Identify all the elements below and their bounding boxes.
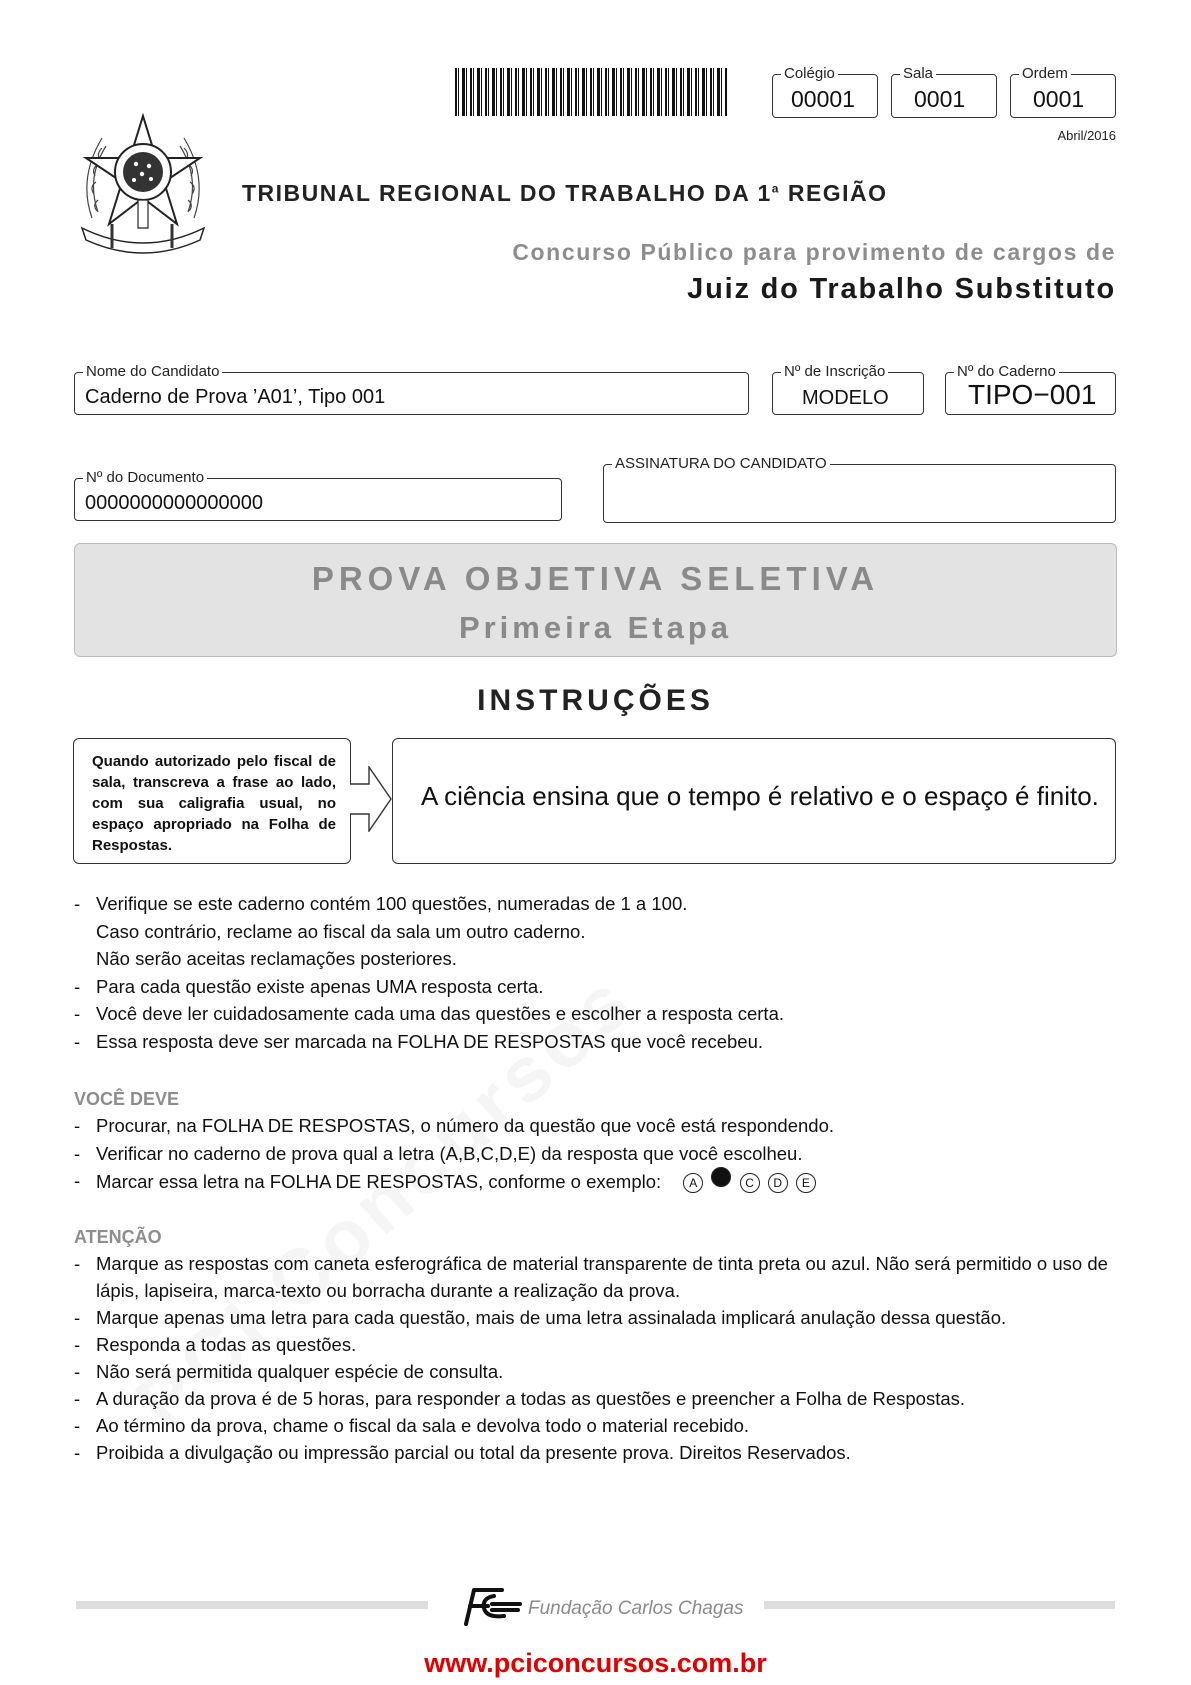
option-d-circle: D: [768, 1173, 788, 1193]
barcode: [455, 68, 727, 116]
list-item-continuation: lápis, lapiseira, marca-texto ou borracha durante a realização da prova.: [96, 1280, 681, 1301]
colegio-value: 00001: [791, 86, 855, 112]
footer-divider-right: [764, 1601, 1115, 1609]
sala-value: 0001: [914, 86, 966, 112]
option-a-circle: A: [683, 1173, 703, 1193]
website-link[interactable]: www.pciconcursos.com.br: [424, 1648, 767, 1678]
option-e-circle: E: [796, 1173, 816, 1193]
colegio-label: Colégio: [781, 65, 838, 83]
exam-banner: [74, 543, 1117, 657]
list-item: - Para cada questão existe apenas UMA resposta certa.: [74, 975, 544, 997]
list-item: - Responda a todas as questões.: [74, 1334, 357, 1355]
cargo-title: Juiz do Trabalho Substituto: [687, 273, 1116, 305]
documento-field: [74, 469, 562, 521]
list-item: - Proibida a divulgação ou impressão parcial ou total da presente prova. Direitos Reservados.: [74, 1442, 851, 1463]
banner-subtitle: Primeira Etapa: [458, 610, 733, 645]
atencao-heading: ATENÇÃO: [74, 1227, 162, 1247]
candidate-name-value: Caderno de Prova ’A01’, Tipo 001: [85, 386, 386, 408]
documento-value: 0000000000000000: [85, 492, 263, 514]
footer-divider-left: [76, 1601, 428, 1609]
option-c-circle: C: [740, 1173, 760, 1193]
transcription-note-text: Quando autorizado pelo fiscal de sala, transcreva a frase ao lado, com sua caligrafia usual, no espaço apropriado na Folha de Respostas.: [92, 753, 336, 854]
caderno-field: [945, 363, 1116, 415]
caderno-label: Nº do Caderno: [954, 363, 1059, 381]
assinatura-field: [603, 455, 1116, 523]
print-date: Abril/2016: [1057, 128, 1116, 143]
list-item: - Marque as respostas com caneta esferográfica de material transparente de tinta preta ou azul. Não será permitido o uso de: [74, 1253, 1108, 1274]
sala-label: Sala: [900, 65, 936, 83]
republic-emblem-icon: [72, 108, 214, 256]
ordem-label: Ordem: [1019, 65, 1071, 83]
candidate-name-field: [74, 363, 749, 415]
list-item: - Verificar no caderno de prova qual a letra (A,B,C,D,E) da resposta que você escolheu.: [74, 1142, 803, 1164]
list-item: - Marque apenas uma letra para cada questão, mais de uma letra assinalada implicará anulação dessa questão.: [74, 1307, 1007, 1328]
list-item-continuation: Não serão aceitas reclamações posteriores.: [96, 948, 457, 969]
concurso-subtitle: Concurso Público para provimento de cargos de: [512, 239, 1116, 265]
colegio-field: [772, 65, 878, 118]
list-item: - Você deve ler cuidadosamente cada uma das questões e escolher a resposta certa.: [74, 1003, 785, 1024]
list-item: - Procurar, na FOLHA DE RESPOSTAS, o número da questão que você está respondendo.: [74, 1115, 835, 1136]
list-item-continuation: Caso contrário, reclame ao fiscal da sala um outro caderno.: [96, 920, 586, 942]
option-b-filled-circle: [711, 1167, 731, 1187]
documento-label: Nº do Documento: [83, 469, 207, 487]
caderno-value: TIPO−001: [968, 379, 1097, 410]
transcription-note: [73, 738, 351, 864]
court-title: TRIBUNAL REGIONAL DO TRABALHO DA 1$^a$ REGIÃO: [242, 180, 888, 206]
arrow-right-icon: [349, 766, 393, 832]
voce-deve-list: [74, 1112, 1124, 1196]
voce-deve-heading: VOCÊ DEVE: [74, 1089, 180, 1109]
assinatura-label: ASSINATURA DO CANDIDATO: [612, 455, 830, 473]
phrase-text: A ciência ensina que o tempo é relativo e o espaço é finito.: [421, 781, 1099, 811]
fcc-logo-icon: [462, 1586, 522, 1628]
answer-example: [680, 1171, 816, 1192]
inscricao-label: Nº de Inscrição: [781, 363, 888, 381]
inscricao-value: MODELO: [802, 387, 889, 409]
court-ordinal: a: [771, 181, 780, 196]
ordem-value: 0001: [1033, 86, 1085, 112]
list-item: - Essa resposta deve ser marcada na FOLHA DE RESPOSTAS que você recebeu.: [74, 1030, 764, 1052]
phrase-box: [392, 738, 1116, 864]
foundation-name: Fundação Carlos Chagas: [528, 1598, 744, 1619]
list-item: - Ao término da prova, chame o fiscal da sala e devolva todo o material recebido.: [74, 1415, 750, 1436]
inscricao-field: [772, 363, 924, 415]
instructions-title: INSTRUÇÕES: [477, 684, 714, 717]
list-item: - Verifique se este caderno contém 100 questões, numeradas de 1 a 100.: [74, 893, 688, 914]
list-item: - A duração da prova é de 5 horas, para responder a todas as questões e preencher a Folha de Respostas.: [74, 1388, 966, 1409]
list-item: - Marcar essa letra na FOLHA DE RESPOSTAS, conforme o exemplo: A C D E: [74, 1167, 1124, 1196]
sala-field: [891, 65, 997, 118]
candidate-name-label: Nome do Candidato: [83, 363, 222, 381]
list-item: - Não será permitida qualquer espécie de consulta.: [74, 1361, 504, 1382]
banner-title: PROVA OBJETIVA SELETIVA: [311, 560, 880, 597]
ordem-field: [1010, 65, 1116, 118]
